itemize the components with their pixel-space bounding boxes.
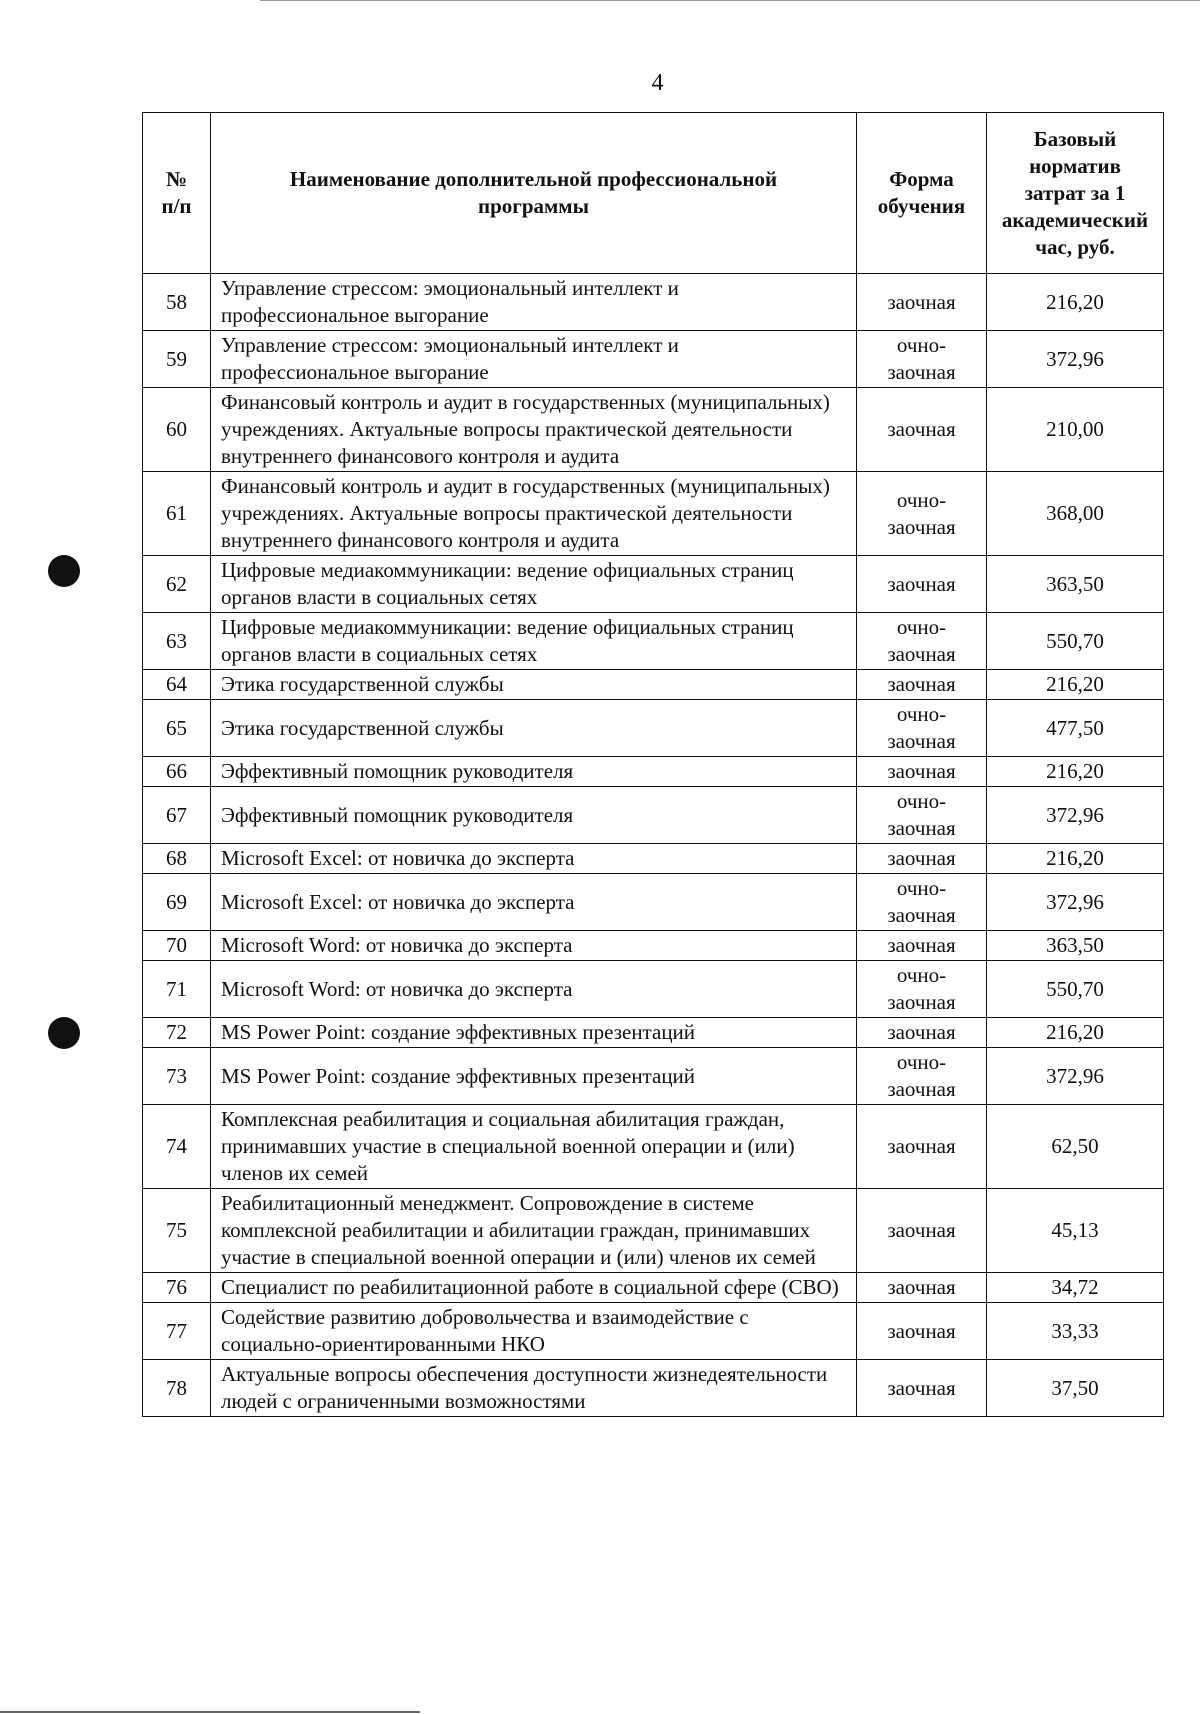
program-name: Актуальные вопросы обеспечения доступности жизнедеятельности людей с ограниченными возможностями <box>211 1360 857 1417</box>
study-form: заочная <box>857 844 987 874</box>
scan-edge-bottom <box>0 1711 420 1713</box>
punch-hole <box>48 555 80 587</box>
base-cost: 363,50 <box>987 931 1164 961</box>
row-number: 65 <box>143 700 211 757</box>
study-form: заочная <box>857 1105 987 1189</box>
study-form: заочная <box>857 1018 987 1048</box>
table-row <box>143 388 1164 472</box>
row-number: 64 <box>143 670 211 700</box>
base-cost: 45,13 <box>987 1189 1164 1273</box>
program-name: Цифровые медиакоммуникации: ведение официальных страниц органов власти в социальных сетях <box>211 613 857 670</box>
row-number: 74 <box>143 1105 211 1189</box>
program-name: Этика государственной службы <box>211 670 857 700</box>
row-number: 62 <box>143 556 211 613</box>
base-cost: 210,00 <box>987 388 1164 472</box>
table-row <box>143 1048 1164 1105</box>
header-base-cost: Базовый норматив затрат за 1 академический час, руб. <box>987 113 1164 274</box>
program-name: Содействие развитию добровольчества и взаимодействие с социально-ориентированными НКО <box>211 1303 857 1360</box>
study-form: заочная <box>857 1273 987 1303</box>
programs-cost-table <box>142 112 1164 1417</box>
study-form: заочная <box>857 556 987 613</box>
study-form: очно-заочная <box>857 874 987 931</box>
program-name: Эффективный помощник руководителя <box>211 757 857 787</box>
table-row <box>143 1018 1164 1048</box>
row-number: 61 <box>143 472 211 556</box>
header-program-name: Наименование дополнительной профессиональной программы <box>211 113 857 274</box>
study-form: очно-заочная <box>857 787 987 844</box>
program-name: Microsoft Excel: от новичка до эксперта <box>211 874 857 931</box>
table-row <box>143 1303 1164 1360</box>
table-row <box>143 472 1164 556</box>
table-row <box>143 844 1164 874</box>
base-cost: 34,72 <box>987 1273 1164 1303</box>
base-cost: 363,50 <box>987 556 1164 613</box>
program-name: Эффективный помощник руководителя <box>211 787 857 844</box>
program-name: Управление стрессом: эмоциональный интеллект и профессиональное выгорание <box>211 274 857 331</box>
program-name: MS Power Point: создание эффективных презентаций <box>211 1048 857 1105</box>
base-cost: 216,20 <box>987 844 1164 874</box>
base-cost: 216,20 <box>987 757 1164 787</box>
base-cost: 216,20 <box>987 274 1164 331</box>
base-cost: 37,50 <box>987 1360 1164 1417</box>
table-row <box>143 274 1164 331</box>
study-form: очно-заочная <box>857 472 987 556</box>
table-row <box>143 757 1164 787</box>
study-form: заочная <box>857 670 987 700</box>
study-form: очно-заочная <box>857 961 987 1018</box>
program-name: Microsoft Excel: от новичка до эксперта <box>211 844 857 874</box>
program-name: Комплексная реабилитация и социальная абилитация граждан, принимавших участие в специальной военной операции и (или) членов их семей <box>211 1105 857 1189</box>
study-form: заочная <box>857 1303 987 1360</box>
program-name: Специалист по реабилитационной работе в социальной сфере (СВО) <box>211 1273 857 1303</box>
study-form: заочная <box>857 1360 987 1417</box>
row-number: 78 <box>143 1360 211 1417</box>
row-number: 58 <box>143 274 211 331</box>
page-number: 4 <box>651 70 664 96</box>
row-number: 59 <box>143 331 211 388</box>
table-row <box>143 700 1164 757</box>
study-form: очно-заочная <box>857 1048 987 1105</box>
base-cost: 33,33 <box>987 1303 1164 1360</box>
table-row <box>143 1273 1164 1303</box>
row-number: 72 <box>143 1018 211 1048</box>
study-form: очно-заочная <box>857 331 987 388</box>
row-number: 63 <box>143 613 211 670</box>
base-cost: 372,96 <box>987 874 1164 931</box>
base-cost: 372,96 <box>987 331 1164 388</box>
study-form: заочная <box>857 388 987 472</box>
study-form: заочная <box>857 274 987 331</box>
row-number: 76 <box>143 1273 211 1303</box>
program-name: Реабилитационный менеджмент. Сопровождение в системе комплексной реабилитации и абилитации граждан, принимавших участие в специальной военной операции и (или) членов их семей <box>211 1189 857 1273</box>
table-row <box>143 1360 1164 1417</box>
base-cost: 372,96 <box>987 787 1164 844</box>
table-header-row <box>143 113 1164 274</box>
row-number: 67 <box>143 787 211 844</box>
header-num: № п/п <box>143 113 211 274</box>
table-row <box>143 787 1164 844</box>
table-row <box>143 331 1164 388</box>
table-row <box>143 931 1164 961</box>
table-row <box>143 613 1164 670</box>
program-name: Финансовый контроль и аудит в государственных (муниципальных) учреждениях. Актуальные вопросы практической деятельности внутреннего финансового контроля и аудита <box>211 388 857 472</box>
base-cost: 62,50 <box>987 1105 1164 1189</box>
program-name: Этика государственной службы <box>211 700 857 757</box>
row-number: 75 <box>143 1189 211 1273</box>
punch-hole <box>48 1017 80 1049</box>
program-name: Финансовый контроль и аудит в государственных (муниципальных) учреждениях. Актуальные вопросы практической деятельности внутреннего финансового контроля и аудита <box>211 472 857 556</box>
program-name: Управление стрессом: эмоциональный интеллект и профессиональное выгорание <box>211 331 857 388</box>
table-row <box>143 556 1164 613</box>
table-row <box>143 874 1164 931</box>
program-name: Microsoft Word: от новичка до эксперта <box>211 931 857 961</box>
base-cost: 550,70 <box>987 961 1164 1018</box>
study-form: заочная <box>857 931 987 961</box>
base-cost: 216,20 <box>987 1018 1164 1048</box>
scan-edge-top <box>260 0 1200 1</box>
base-cost: 550,70 <box>987 613 1164 670</box>
table-row <box>143 961 1164 1018</box>
row-number: 69 <box>143 874 211 931</box>
table-row <box>143 1189 1164 1273</box>
row-number: 60 <box>143 388 211 472</box>
row-number: 77 <box>143 1303 211 1360</box>
row-number: 66 <box>143 757 211 787</box>
base-cost: 372,96 <box>987 1048 1164 1105</box>
program-name: MS Power Point: создание эффективных презентаций <box>211 1018 857 1048</box>
study-form: заочная <box>857 1189 987 1273</box>
row-number: 73 <box>143 1048 211 1105</box>
base-cost: 216,20 <box>987 670 1164 700</box>
program-name: Цифровые медиакоммуникации: ведение официальных страниц органов власти в социальных сетях <box>211 556 857 613</box>
program-name: Microsoft Word: от новичка до эксперта <box>211 961 857 1018</box>
study-form: очно-заочная <box>857 613 987 670</box>
study-form: очно-заочная <box>857 700 987 757</box>
row-number: 70 <box>143 931 211 961</box>
table-row <box>143 670 1164 700</box>
header-study-form: Форма обучения <box>857 113 987 274</box>
row-number: 71 <box>143 961 211 1018</box>
row-number: 68 <box>143 844 211 874</box>
table-row <box>143 1105 1164 1189</box>
study-form: заочная <box>857 757 987 787</box>
base-cost: 368,00 <box>987 472 1164 556</box>
base-cost: 477,50 <box>987 700 1164 757</box>
